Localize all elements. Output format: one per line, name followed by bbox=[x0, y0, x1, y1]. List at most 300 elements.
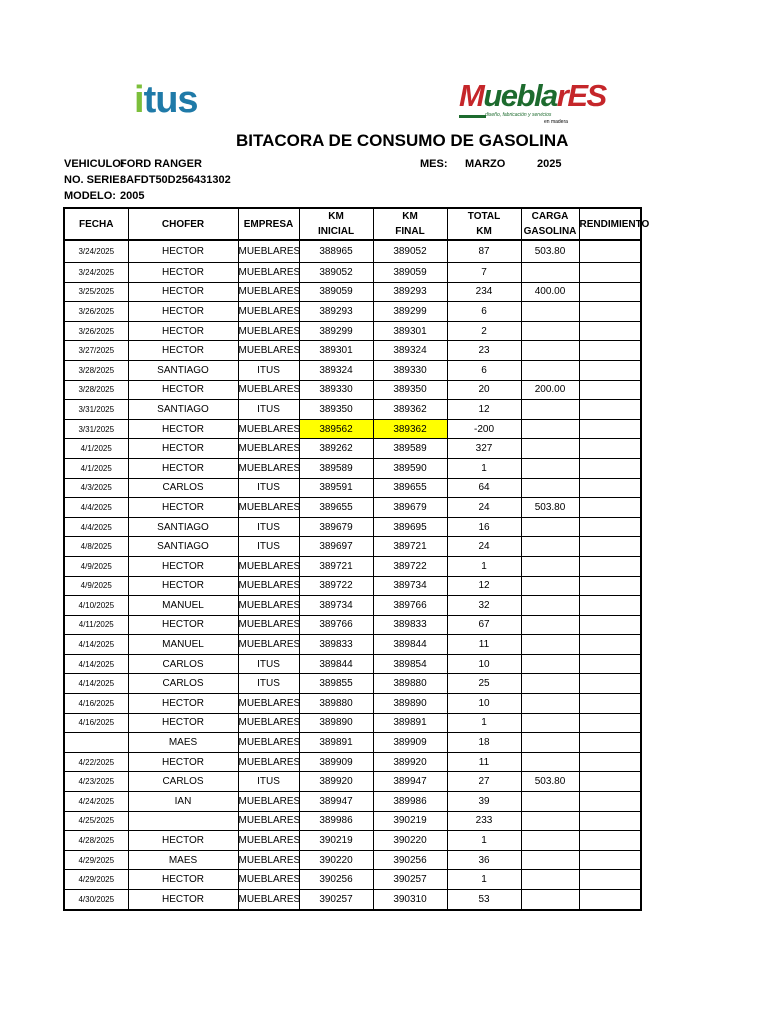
km-final-cell: 389947 bbox=[373, 772, 447, 792]
header-km-inicial: KM INICIAL bbox=[299, 208, 373, 240]
carga-gasolina-cell bbox=[521, 596, 579, 616]
km-inicial-cell: 389697 bbox=[299, 537, 373, 557]
rendimiento-cell bbox=[579, 576, 641, 596]
chofer-cell: HECTOR bbox=[128, 576, 238, 596]
km-inicial-cell: 389721 bbox=[299, 556, 373, 576]
empresa-cell: MUEBLARES bbox=[238, 282, 299, 302]
total-km-cell: 16 bbox=[447, 517, 521, 537]
fecha-cell: 3/31/2025 bbox=[64, 419, 128, 439]
empresa-cell: MUEBLARES bbox=[238, 752, 299, 772]
serie-value: 8AFDT50D256431302 bbox=[120, 174, 231, 186]
total-km-cell: 10 bbox=[447, 694, 521, 714]
total-km-cell: 234 bbox=[447, 282, 521, 302]
km-inicial-cell: 389350 bbox=[299, 400, 373, 420]
km-final-cell: 389722 bbox=[373, 556, 447, 576]
carga-gasolina-cell bbox=[521, 850, 579, 870]
rendimiento-cell bbox=[579, 419, 641, 439]
empresa-cell: MUEBLARES bbox=[238, 380, 299, 400]
km-inicial-cell: 389330 bbox=[299, 380, 373, 400]
rendimiento-cell bbox=[579, 240, 641, 263]
empresa-cell: MUEBLARES bbox=[238, 713, 299, 733]
carga-gasolina-cell bbox=[521, 419, 579, 439]
chofer-cell: SANTIAGO bbox=[128, 400, 238, 420]
empresa-cell: MUEBLARES bbox=[238, 635, 299, 655]
total-km-cell: 24 bbox=[447, 498, 521, 518]
km-final-cell: 389299 bbox=[373, 302, 447, 322]
empresa-cell: MUEBLARES bbox=[238, 302, 299, 322]
km-inicial-cell: 389722 bbox=[299, 576, 373, 596]
km-final-cell: 389362 bbox=[373, 400, 447, 420]
table-row bbox=[64, 263, 641, 283]
empresa-cell: MUEBLARES bbox=[238, 341, 299, 361]
km-inicial-cell: 389562 bbox=[299, 419, 373, 439]
carga-gasolina-cell bbox=[521, 654, 579, 674]
km-final-cell: 389301 bbox=[373, 321, 447, 341]
total-km-cell: 25 bbox=[447, 674, 521, 694]
km-final-cell: 389590 bbox=[373, 458, 447, 478]
empresa-cell: MUEBLARES bbox=[238, 831, 299, 851]
header-empresa: EMPRESA bbox=[238, 208, 299, 240]
empresa-cell: MUEBLARES bbox=[238, 439, 299, 459]
carga-gasolina-cell bbox=[521, 478, 579, 498]
fecha-cell: 3/26/2025 bbox=[64, 302, 128, 322]
fecha-cell: 4/1/2025 bbox=[64, 439, 128, 459]
empresa-cell: ITUS bbox=[238, 360, 299, 380]
km-final-cell: 389920 bbox=[373, 752, 447, 772]
rendimiento-cell bbox=[579, 478, 641, 498]
table-row bbox=[64, 380, 641, 400]
table-row bbox=[64, 439, 641, 459]
mueblares-logo-subtitle: diseño, fabricación y servicios bbox=[485, 112, 552, 118]
chofer-cell: HECTOR bbox=[128, 321, 238, 341]
total-km-cell: 36 bbox=[447, 850, 521, 870]
fecha-cell: 4/3/2025 bbox=[64, 478, 128, 498]
rendimiento-cell bbox=[579, 400, 641, 420]
carga-gasolina-cell bbox=[521, 674, 579, 694]
chofer-cell: HECTOR bbox=[128, 263, 238, 283]
empresa-cell: ITUS bbox=[238, 478, 299, 498]
table-row bbox=[64, 556, 641, 576]
table-row bbox=[64, 537, 641, 557]
table-row bbox=[64, 282, 641, 302]
km-inicial-cell: 389855 bbox=[299, 674, 373, 694]
chofer-cell: HECTOR bbox=[128, 752, 238, 772]
header-fecha: FECHA bbox=[64, 208, 128, 240]
carga-gasolina-cell bbox=[521, 458, 579, 478]
fecha-cell: 4/14/2025 bbox=[64, 654, 128, 674]
table-row bbox=[64, 850, 641, 870]
table-row bbox=[64, 400, 641, 420]
rendimiento-cell bbox=[579, 635, 641, 655]
carga-gasolina-cell bbox=[521, 733, 579, 753]
km-final-cell: 389293 bbox=[373, 282, 447, 302]
empresa-cell: MUEBLARES bbox=[238, 458, 299, 478]
table-row bbox=[64, 654, 641, 674]
fecha-cell: 4/29/2025 bbox=[64, 850, 128, 870]
table-row bbox=[64, 240, 641, 263]
rendimiento-cell bbox=[579, 733, 641, 753]
empresa-cell: MUEBLARES bbox=[238, 890, 299, 910]
mueblares-logo-m: M bbox=[459, 78, 484, 113]
fecha-cell: 4/1/2025 bbox=[64, 458, 128, 478]
rendimiento-cell bbox=[579, 458, 641, 478]
fecha-cell: 3/26/2025 bbox=[64, 321, 128, 341]
table-row bbox=[64, 713, 641, 733]
total-km-cell: 233 bbox=[447, 811, 521, 831]
fecha-cell: 4/16/2025 bbox=[64, 694, 128, 714]
km-inicial-cell: 389591 bbox=[299, 478, 373, 498]
itus-logo bbox=[134, 80, 214, 122]
chofer-cell: CARLOS bbox=[128, 654, 238, 674]
km-inicial-cell: 390219 bbox=[299, 831, 373, 851]
modelo-label: MODELO: bbox=[64, 190, 116, 202]
km-inicial-cell: 389734 bbox=[299, 596, 373, 616]
carga-gasolina-cell bbox=[521, 694, 579, 714]
rendimiento-cell bbox=[579, 772, 641, 792]
empresa-cell: MUEBLARES bbox=[238, 850, 299, 870]
carga-gasolina-cell bbox=[521, 831, 579, 851]
empresa-cell: MUEBLARES bbox=[238, 615, 299, 635]
table-row bbox=[64, 478, 641, 498]
total-km-cell: 11 bbox=[447, 635, 521, 655]
chofer-cell: HECTOR bbox=[128, 831, 238, 851]
total-km-cell: 2 bbox=[447, 321, 521, 341]
fecha-cell: 4/25/2025 bbox=[64, 811, 128, 831]
km-inicial-cell: 389880 bbox=[299, 694, 373, 714]
table-row bbox=[64, 772, 641, 792]
total-km-cell: 1 bbox=[447, 713, 521, 733]
empresa-cell: MUEBLARES bbox=[238, 733, 299, 753]
rendimiento-cell bbox=[579, 282, 641, 302]
km-inicial-cell: 389986 bbox=[299, 811, 373, 831]
serie-label: NO. SERIE: bbox=[64, 174, 124, 186]
km-inicial-cell: 389920 bbox=[299, 772, 373, 792]
km-inicial-cell: 390256 bbox=[299, 870, 373, 890]
total-km-cell: 12 bbox=[447, 576, 521, 596]
km-final-cell: 389350 bbox=[373, 380, 447, 400]
chofer-cell: HECTOR bbox=[128, 556, 238, 576]
chofer-cell: HECTOR bbox=[128, 240, 238, 263]
total-km-cell: 20 bbox=[447, 380, 521, 400]
fecha-cell: 3/25/2025 bbox=[64, 282, 128, 302]
empresa-cell: MUEBLARES bbox=[238, 870, 299, 890]
rendimiento-cell bbox=[579, 654, 641, 674]
table-row bbox=[64, 674, 641, 694]
rendimiento-cell bbox=[579, 360, 641, 380]
chofer-cell: HECTOR bbox=[128, 694, 238, 714]
rendimiento-cell bbox=[579, 537, 641, 557]
km-inicial-cell: 389891 bbox=[299, 733, 373, 753]
fecha-cell: 4/14/2025 bbox=[64, 674, 128, 694]
total-km-cell: 39 bbox=[447, 792, 521, 812]
carga-gasolina-cell bbox=[521, 752, 579, 772]
rendimiento-cell bbox=[579, 615, 641, 635]
rendimiento-cell bbox=[579, 302, 641, 322]
km-inicial-cell: 389262 bbox=[299, 439, 373, 459]
rendimiento-cell bbox=[579, 263, 641, 283]
total-km-cell: 1 bbox=[447, 831, 521, 851]
km-inicial-cell: 389655 bbox=[299, 498, 373, 518]
empresa-cell: ITUS bbox=[238, 772, 299, 792]
total-km-cell: 53 bbox=[447, 890, 521, 910]
carga-gasolina-cell bbox=[521, 321, 579, 341]
itus-logo-text: tus bbox=[143, 79, 198, 121]
vehiculo-value: FORD RANGER bbox=[120, 158, 202, 170]
table-row bbox=[64, 321, 641, 341]
table-row bbox=[64, 302, 641, 322]
empresa-cell: MUEBLARES bbox=[238, 321, 299, 341]
total-km-cell: 1 bbox=[447, 556, 521, 576]
km-inicial-cell: 389299 bbox=[299, 321, 373, 341]
total-km-cell: 87 bbox=[447, 240, 521, 263]
fuel-log-table bbox=[63, 207, 650, 911]
table-row bbox=[64, 870, 641, 890]
carga-gasolina-cell bbox=[521, 870, 579, 890]
chofer-cell: MANUEL bbox=[128, 596, 238, 616]
fecha-cell: 4/4/2025 bbox=[64, 498, 128, 518]
chofer-cell: HECTOR bbox=[128, 713, 238, 733]
km-inicial-cell: 389301 bbox=[299, 341, 373, 361]
chofer-cell: HECTOR bbox=[128, 380, 238, 400]
carga-gasolina-cell bbox=[521, 341, 579, 361]
carga-gasolina-cell bbox=[521, 576, 579, 596]
km-final-cell: 390220 bbox=[373, 831, 447, 851]
table-row bbox=[64, 341, 641, 361]
total-km-cell: 24 bbox=[447, 537, 521, 557]
year-value: 2025 bbox=[537, 158, 562, 170]
header-rendimiento: RENDIMIENTO bbox=[579, 208, 641, 240]
empresa-cell: ITUS bbox=[238, 674, 299, 694]
fecha-cell: 3/24/2025 bbox=[64, 263, 128, 283]
rendimiento-cell bbox=[579, 498, 641, 518]
rendimiento-cell bbox=[579, 517, 641, 537]
carga-gasolina-cell: 503.80 bbox=[521, 772, 579, 792]
km-final-cell: 389695 bbox=[373, 517, 447, 537]
table-row bbox=[64, 792, 641, 812]
rendimiento-cell bbox=[579, 870, 641, 890]
vehiculo-label: VEHICULO: bbox=[64, 158, 125, 170]
header-total-km: TOTAL KM bbox=[447, 208, 521, 240]
fecha-cell: 3/27/2025 bbox=[64, 341, 128, 361]
chofer-cell: MAES bbox=[128, 850, 238, 870]
chofer-cell: HECTOR bbox=[128, 870, 238, 890]
empresa-cell: MUEBLARES bbox=[238, 694, 299, 714]
total-km-cell: 7 bbox=[447, 263, 521, 283]
total-km-cell: 6 bbox=[447, 302, 521, 322]
rendimiento-cell bbox=[579, 674, 641, 694]
carga-gasolina-cell bbox=[521, 537, 579, 557]
total-km-cell: 23 bbox=[447, 341, 521, 361]
table-row bbox=[64, 360, 641, 380]
table-row bbox=[64, 498, 641, 518]
fecha-cell: 4/14/2025 bbox=[64, 635, 128, 655]
chofer-cell: MANUEL bbox=[128, 635, 238, 655]
km-final-cell: 390256 bbox=[373, 850, 447, 870]
km-inicial-cell: 389589 bbox=[299, 458, 373, 478]
km-inicial-cell: 389844 bbox=[299, 654, 373, 674]
km-inicial-cell: 389833 bbox=[299, 635, 373, 655]
fecha-cell: 4/10/2025 bbox=[64, 596, 128, 616]
km-inicial-cell: 389052 bbox=[299, 263, 373, 283]
header-carga-gasolina: CARGA GASOLINA bbox=[521, 208, 579, 240]
chofer-cell: CARLOS bbox=[128, 772, 238, 792]
chofer-cell: CARLOS bbox=[128, 478, 238, 498]
empresa-cell: MUEBLARES bbox=[238, 792, 299, 812]
rendimiento-cell bbox=[579, 850, 641, 870]
km-final-cell: 389362 bbox=[373, 419, 447, 439]
total-km-cell: 27 bbox=[447, 772, 521, 792]
carga-gasolina-cell bbox=[521, 517, 579, 537]
empresa-cell: MUEBLARES bbox=[238, 240, 299, 263]
carga-gasolina-cell: 503.80 bbox=[521, 240, 579, 263]
km-final-cell: 390310 bbox=[373, 890, 447, 910]
header-chofer: CHOFER bbox=[128, 208, 238, 240]
fecha-cell: 4/30/2025 bbox=[64, 890, 128, 910]
empresa-cell: MUEBLARES bbox=[238, 576, 299, 596]
table-row bbox=[64, 419, 641, 439]
km-inicial-cell: 388965 bbox=[299, 240, 373, 263]
rendimiento-cell bbox=[579, 792, 641, 812]
km-final-cell: 389890 bbox=[373, 694, 447, 714]
total-km-cell: 11 bbox=[447, 752, 521, 772]
carga-gasolina-cell bbox=[521, 635, 579, 655]
km-final-cell: 389324 bbox=[373, 341, 447, 361]
km-inicial-cell: 390257 bbox=[299, 890, 373, 910]
empresa-cell: ITUS bbox=[238, 537, 299, 557]
rendimiento-cell bbox=[579, 380, 641, 400]
total-km-cell: 67 bbox=[447, 615, 521, 635]
fecha-cell: 4/4/2025 bbox=[64, 517, 128, 537]
chofer-cell: CARLOS bbox=[128, 674, 238, 694]
empresa-cell: MUEBLARES bbox=[238, 419, 299, 439]
rendimiento-cell bbox=[579, 752, 641, 772]
chofer-cell: SANTIAGO bbox=[128, 517, 238, 537]
rendimiento-cell bbox=[579, 439, 641, 459]
carga-gasolina-cell bbox=[521, 302, 579, 322]
km-inicial-cell: 389766 bbox=[299, 615, 373, 635]
fecha-cell: 4/16/2025 bbox=[64, 713, 128, 733]
rendimiento-cell bbox=[579, 713, 641, 733]
chofer-cell: MAES bbox=[128, 733, 238, 753]
km-final-cell: 389734 bbox=[373, 576, 447, 596]
mueblares-logo-end: rES bbox=[556, 78, 606, 113]
fecha-cell: 4/9/2025 bbox=[64, 576, 128, 596]
chofer-cell: HECTOR bbox=[128, 458, 238, 478]
rendimiento-cell bbox=[579, 831, 641, 851]
km-final-cell: 389986 bbox=[373, 792, 447, 812]
km-final-cell: 389833 bbox=[373, 615, 447, 635]
total-km-cell: 18 bbox=[447, 733, 521, 753]
km-final-cell: 389844 bbox=[373, 635, 447, 655]
carga-gasolina-cell bbox=[521, 811, 579, 831]
carga-gasolina-cell bbox=[521, 263, 579, 283]
fecha-cell: 3/28/2025 bbox=[64, 380, 128, 400]
km-final-cell: 390257 bbox=[373, 870, 447, 890]
empresa-cell: MUEBLARES bbox=[238, 498, 299, 518]
rendimiento-cell bbox=[579, 341, 641, 361]
mueblares-logo-bar bbox=[459, 115, 486, 118]
carga-gasolina-cell: 200.00 bbox=[521, 380, 579, 400]
km-inicial-cell: 389324 bbox=[299, 360, 373, 380]
fecha-cell: 4/28/2025 bbox=[64, 831, 128, 851]
table-row bbox=[64, 517, 641, 537]
km-inicial-cell: 389293 bbox=[299, 302, 373, 322]
rendimiento-cell bbox=[579, 811, 641, 831]
carga-gasolina-cell bbox=[521, 360, 579, 380]
rendimiento-cell bbox=[579, 556, 641, 576]
rendimiento-cell bbox=[579, 321, 641, 341]
chofer-cell: HECTOR bbox=[128, 419, 238, 439]
km-inicial-cell: 389947 bbox=[299, 792, 373, 812]
rendimiento-cell bbox=[579, 694, 641, 714]
mueblares-logo-middle: uebla bbox=[483, 78, 557, 113]
fecha-cell: 4/22/2025 bbox=[64, 752, 128, 772]
km-final-cell: 389891 bbox=[373, 713, 447, 733]
km-inicial-cell: 389059 bbox=[299, 282, 373, 302]
table-row bbox=[64, 576, 641, 596]
mueblares-logo-subtitle2: en madera bbox=[544, 119, 568, 125]
carga-gasolina-cell: 503.80 bbox=[521, 498, 579, 518]
empresa-cell: MUEBLARES bbox=[238, 263, 299, 283]
document-title: BITACORA DE CONSUMO DE GASOLINA bbox=[236, 131, 569, 150]
empresa-cell: MUEBLARES bbox=[238, 811, 299, 831]
fecha-cell: 4/24/2025 bbox=[64, 792, 128, 812]
km-inicial-cell: 389890 bbox=[299, 713, 373, 733]
fecha-cell: 3/28/2025 bbox=[64, 360, 128, 380]
chofer-cell: HECTOR bbox=[128, 341, 238, 361]
mes-value: MARZO bbox=[465, 158, 506, 170]
km-final-cell: 389052 bbox=[373, 240, 447, 263]
fecha-cell: 4/8/2025 bbox=[64, 537, 128, 557]
empresa-cell: MUEBLARES bbox=[238, 596, 299, 616]
km-final-cell: 389655 bbox=[373, 478, 447, 498]
km-final-cell: 389679 bbox=[373, 498, 447, 518]
table-header-row bbox=[64, 208, 641, 240]
chofer-cell: HECTOR bbox=[128, 439, 238, 459]
mes-label: MES: bbox=[420, 158, 448, 170]
empresa-cell: ITUS bbox=[238, 517, 299, 537]
empresa-cell: MUEBLARES bbox=[238, 556, 299, 576]
fecha-cell: 3/24/2025 bbox=[64, 240, 128, 263]
total-km-cell: 12 bbox=[447, 400, 521, 420]
header-km-final: KM FINAL bbox=[373, 208, 447, 240]
total-km-cell: 1 bbox=[447, 870, 521, 890]
total-km-cell: 1 bbox=[447, 458, 521, 478]
km-final-cell: 389766 bbox=[373, 596, 447, 616]
km-final-cell: 389589 bbox=[373, 439, 447, 459]
fecha-cell bbox=[64, 733, 128, 753]
km-final-cell: 389059 bbox=[373, 263, 447, 283]
carga-gasolina-cell bbox=[521, 713, 579, 733]
km-final-cell: 389854 bbox=[373, 654, 447, 674]
rendimiento-cell bbox=[579, 596, 641, 616]
chofer-cell: IAN bbox=[128, 792, 238, 812]
km-inicial-cell: 390220 bbox=[299, 850, 373, 870]
km-final-cell: 389880 bbox=[373, 674, 447, 694]
table-row bbox=[64, 733, 641, 753]
table-row bbox=[64, 596, 641, 616]
chofer-cell: SANTIAGO bbox=[128, 360, 238, 380]
km-final-cell: 389909 bbox=[373, 733, 447, 753]
carga-gasolina-cell bbox=[521, 439, 579, 459]
carga-gasolina-cell: 400.00 bbox=[521, 282, 579, 302]
fecha-cell: 4/23/2025 bbox=[64, 772, 128, 792]
chofer-cell: HECTOR bbox=[128, 302, 238, 322]
fecha-cell: 4/9/2025 bbox=[64, 556, 128, 576]
total-km-cell: 10 bbox=[447, 654, 521, 674]
fecha-cell: 3/31/2025 bbox=[64, 400, 128, 420]
total-km-cell: 6 bbox=[447, 360, 521, 380]
